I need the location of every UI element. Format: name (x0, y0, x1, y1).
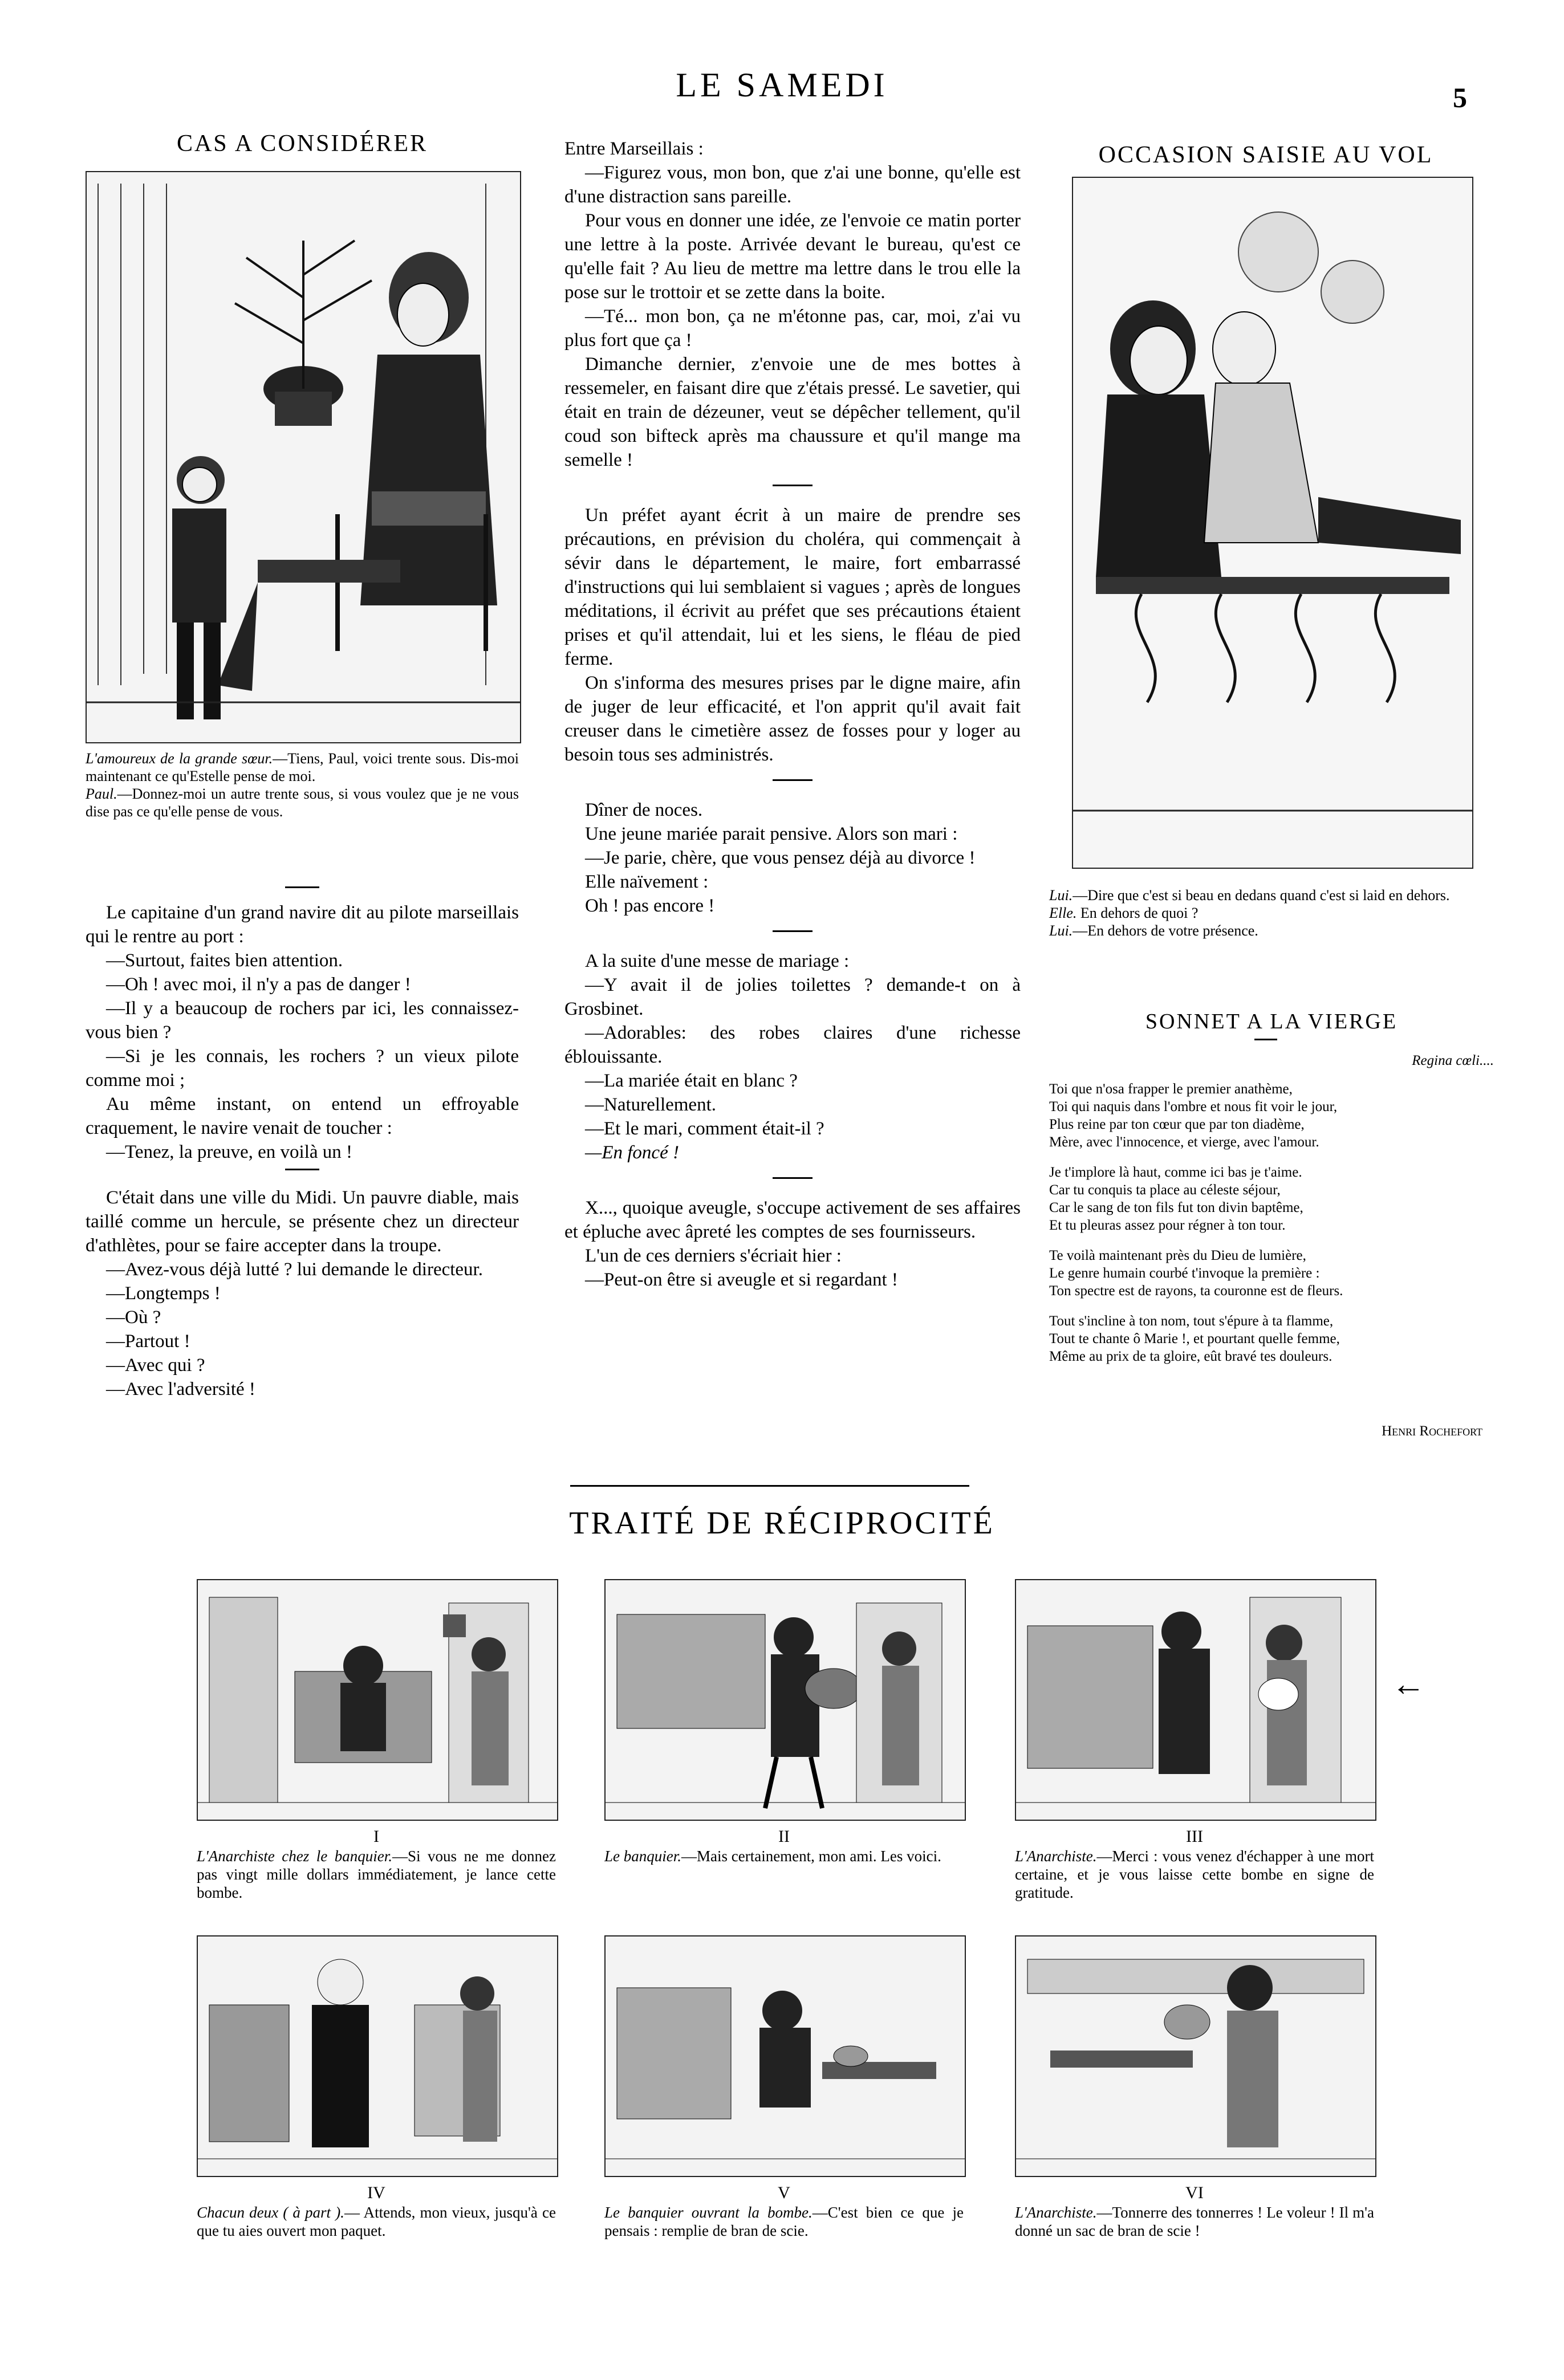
right-cartoon-title: OCCASION SAISIE AU VOL (1098, 142, 1433, 168)
panel-6-caption: L'Anarchiste.—Tonnerre des tonnerres ! Le voleur ! Il m'a donné un sac de bran de scie ! (1015, 2204, 1374, 2239)
divider (285, 1169, 319, 1170)
panel-6-number: VI (1185, 2183, 1204, 2202)
page-number: 5 (1453, 82, 1467, 113)
bottom-series-title: TRAITÉ DE RÉCIPROCITÉ (569, 1506, 995, 1541)
masthead-title: LE SAMEDI (676, 66, 888, 104)
panel-1-caption: L'Anarchiste chez le banquier.—Si vous ne me donnez pas vingt mille dollars immédiatement, je lance cette bombe. (197, 1848, 556, 1901)
panel-2-illustration (604, 1579, 966, 1821)
left-cartoon-caption: L'amoureux de la grande sœur.—Tiens, Paul, voici trente sous. Dis-moi maintenant ce qu'Estelle pense de moi. Paul.—Donnez-moi un autre trente sous, si vous voulez que je ne vous dise pas ce qu'elle pense de vous. (86, 750, 519, 820)
sonnet-title: SONNET A LA VIERGE (1145, 1010, 1398, 1034)
cartoon-boy-and-suitor (86, 171, 521, 743)
panel-4-illustration (197, 1935, 558, 2177)
panel-5-caption: Le banquier ouvrant la bombe.—C'est bien ce que je pensais : remplie de bran de scie. (604, 2204, 964, 2239)
anecdote-marseillais: Entre Marseillais : —Figurez vous, mon bon, que z'ai une bonne, qu'elle est d'une distraction sans pareille. Pour vous en donner une idée, ze l'envoie ce matin porter une lettre à la poste. Arrivée devant le bureau, qu'est ce qu'elle fait ? Au lieu de mettre ma lettre dans le trou elle la pose sur le trottoir et se zette dans la boite. —Té... mon bon, ça ne m'étonne pas, car, moi, z'ai vu plus fort que ça ! Dimanche dernier, z'envoie une de mes bottes à ressemeler, en faisant dire que z'étais pressé. Le savetier, qui était en train de dézeuner, veut se dépêcher tellement, qu'il coud son bifteck après ma chaussure et qu'il mange ma semelle ! Un préfet ayant écrit à un maire de prendre ses précautions, en prévision du choléra, qui commençait à sévir dans le département, le maire, fort embarrassé d'instructions qui lui semblaient si vagues ; après de longues méditations, il écrivit au préfet que ses précautions étaient prises et qu'il attendait, lui et les siens, le fléau de pied ferme. On s'informa des mesures prises par le digne maire, afin de juger de leur efficacité, et l'on apprit qu'il avait fait creuser dans le cimetière assez de fosses pour y loger au besoin tous ses administrés. Dîner de noces. Une jeune mariée parait pensive. Alors son mari : —Je parie, chère, que vous pensez déjà au divorce ! Elle naïvement : Oh ! pas encore ! A la suite d'une messe de mariage : —Y avait il de jolies toilettes ? demande-t on à Grosbinet. —Adorables: des robes claires d'une richesse éblouissante. —La mariée était en blanc ? —Naturellement. —Et le mari, comment était-il ? —En foncé ! X..., quoique aveugle, s'occupe activement de ses affaires et épluche avec âpreté les comptes de ses fournisseurs. L'un de ces derniers s'écriait hier : —Peut-on être si aveugle et si regardant ! (564, 139, 1021, 1290)
divider (773, 485, 813, 486)
panel-5-number: V (778, 2183, 790, 2202)
panel-6-illustration (1015, 1935, 1376, 2177)
divider (285, 886, 319, 888)
panel-4-number: IV (367, 2183, 385, 2202)
section-divider (570, 1485, 969, 1487)
sonnet-epigraph: Regina cœli.... (1412, 1053, 1494, 1068)
panel-3-caption: L'Anarchiste.—Merci : vous venez d'échapper à une mort certaine, et je vous laisse cette bombe en signe de gratitude. (1015, 1848, 1374, 1901)
panel-5-illustration (604, 1935, 966, 2177)
divider (773, 1177, 813, 1179)
panel-4-caption: Chacun deux ( à part ).— Attends, mon vieux, jusqu'à ce que tu aies ouvert mon paquet. (197, 2204, 556, 2239)
divider (773, 930, 813, 932)
arrow-icon: ← (1391, 1665, 1425, 1703)
anecdote-athlete: C'était dans une ville du Midi. Un pauvre diable, mais taillé comme un hercule, se présente chez un directeur d'athlètes, pour se faire accepter dans la troupe. —Avez-vous déjà lutté ? lui demande le directeur. —Longtemps ! —Où ? —Partout ! —Avec qui ? —Avec l'adversité ! (86, 1187, 519, 1399)
panel-2-number: II (778, 1827, 790, 1846)
left-cartoon-title: CAS A CONSIDÉRER (176, 131, 428, 157)
sonnet-author: Henri Rochefort (1382, 1423, 1482, 1439)
panel-2-caption: Le banquier.—Mais certainement, mon ami. Les voici. (604, 1848, 941, 1865)
anecdote-pilote: Le capitaine d'un grand navire dit au pilote marseillais qui le rentre au port : —Surtout, faites bien attention. —Oh ! avec moi, il n'y a pas de danger ! —Il y a beaucoup de rochers par ici, les connaissez-vous bien ? —Si je les connais, les rochers ? un vieux pilote comme moi ; Au même instant, on entend un effroyable craquement, le navire venait de toucher : —Tenez, la preuve, en voilà un ! (86, 902, 519, 1162)
cartoon-couple-balcony (1072, 177, 1473, 869)
panel-1-number: I (373, 1827, 379, 1846)
divider (773, 779, 813, 781)
panel-3-number: III (1186, 1827, 1203, 1846)
panel-1-illustration (197, 1579, 558, 1821)
panel-3-illustration (1015, 1579, 1376, 1821)
right-cartoon-caption: Lui.—Dire que c'est si beau en dedans quand c'est si laid en dehors. Elle. En dehors de quoi ? Lui.—En dehors de votre présence. (1049, 887, 1450, 939)
divider (1254, 1039, 1277, 1040)
sonnet-body: Toi que n'osa frapper le premier anathème, Toi qui naquis dans l'ombre et nous fit voir le jour, Plus reine par ton cœur que par ton diadème, Mère, avec l'innocence, et vierge, avec l'amour. Je t'implore là haut, comme ici bas je t'aime. Car tu conquis ta place au céleste séjour, Car le sang de ton fils fut ton divin baptême, Et tu pleuras assez pour régner à ton tour. Te voilà maintenant près du Dieu de lumière, Le genre humain courbé t'invoque la première : Ton spectre est de rayons, ta couronne est de fleurs. Tout s'incline à ton nom, tout s'épure à ta flamme, Tout te chante ô Marie !, et pourtant quelle femme, Même au prix de ta gloire, eût bravé tes douleurs. (1049, 1081, 1343, 1364)
